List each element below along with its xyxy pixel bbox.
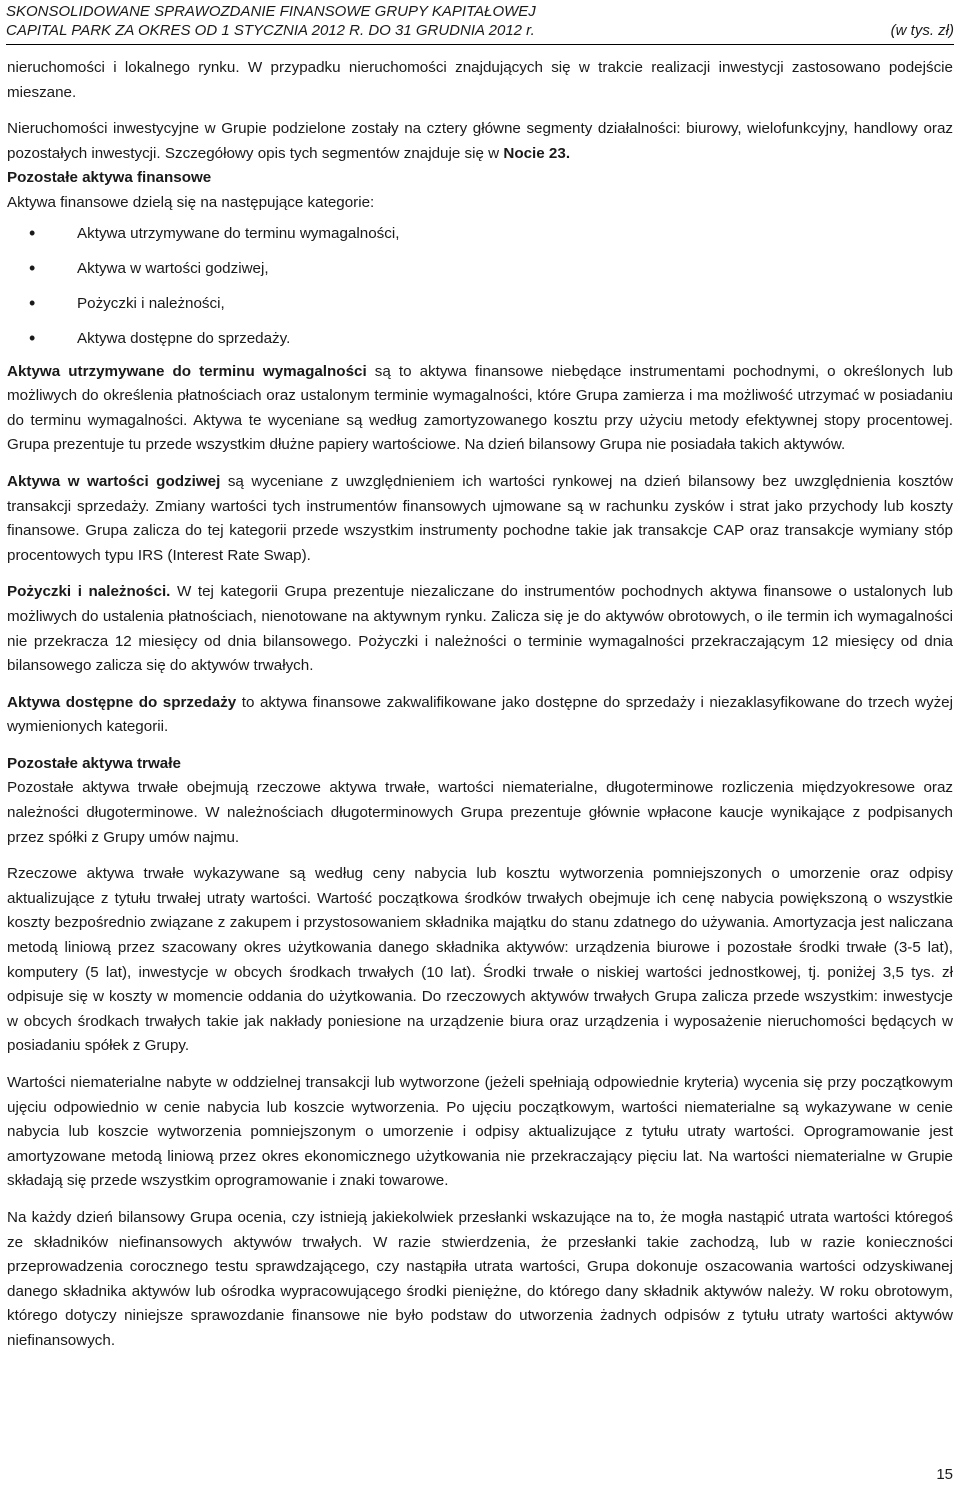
paragraph-text: W tej kategorii Grupa prezentuje niezaliczane do instrumentów pochodnych aktywa finansowe o ustalonych lub możliwych do ustalenia płatnościach, nienotowane na aktywnym rynku. Zalicza się je do aktywów obrotowych, o ile termin ich wymagalności nie przekracza 12 miesięcy od dnia bilansowego. Pożyczki i należności o terminie wymagalności przekraczającym 12 miesięcy od dnia bilansowego zalicza się do aktywów trwałych. — [7, 583, 953, 675]
header-unit: (w tys. zł) — [890, 22, 954, 39]
list-item: • Aktywa w wartości godziwej, — [7, 251, 953, 286]
term-bold: Aktywa dostępne do sprzedaży — [7, 693, 237, 711]
section-heading-financial-assets: Pozostałe aktywa finansowe — [7, 169, 212, 187]
document-body — [7, 56, 953, 1366]
paragraph-text: Nieruchomości inwestycyjne w Grupie podzielone zostały na cztery główne segmenty działalności: biurowy, wielofunkcyjny, handlowy oraz pozostałych inwestycji. Szczegółowy opis tych segmentów znajduje się w — [7, 120, 953, 162]
paragraph-continued: nieruchomości i lokalnego rynku. W przypadku nieruchomości znajdujących się w trakcie realizacji inwestycji zastosowano podejście mieszane. — [7, 59, 953, 101]
list-item: • Aktywa dostępne do sprzedaży. — [7, 321, 953, 356]
paragraph-fair-value — [7, 470, 953, 568]
paragraph-text: są to aktywa finansowe niebędące instrumentami pochodnymi, o określonych lub możliwych do określenia płatnościach oraz ustalonym terminie wymagalności, które Grupa zamierza i ma możliwość utrzymać w posiadaniu do terminu wymagalności. Aktywa te wyceniane są według zamortyzowanego kosztu przy użyciu metody efektywnej stopy procentowej. Grupa prezentuje tu przede wszystkim dłużne papiery wartościowe. Na dzień bilansowy Grupa nie posiadała takich aktywów. — [7, 362, 953, 454]
paragraph-tangible-assets: Rzeczowe aktywa trwałe wykazywane są według ceny nabycia lub kosztu wytworzenia pomniejszonych o umorzenie oraz odpisy aktualizujące z tytułu trwałej utraty wartości. Wartość początkowa środków trwałych obejmuje ich cenę nabycia powiększoną o wszystkie koszty bezpośrednio związane z zakupem i przystosowaniem składnika majątku do stanu zdatnego do używania. Amortyzacja jest naliczana metodą liniową przez szacowany okres użytkowania danego składnika aktywów: urządzenia biurowe i pozostałe środki trwałe (3-5 lat), komputery (5 lat), inwestycje w obcych środkach trwałych (10 lat). Środki trwałe o niskiej wartości jednostkowej, tj. poniżej 3,5 tys. zł odpisuje się w koszty w momencie oddania do użytkowania. Do rzeczowych aktywów trwałych Grupa zalicza przede wszystkim: inwestycje w obcych środkach trwałych takie jak nakłady poniesione na urządzenie biura oraz urządzenia i wyposażenie nieruchomości będących w posiadaniu spółek z Grupy. — [7, 865, 953, 1055]
term-bold: Aktywa w wartości godziwej — [7, 472, 221, 490]
term-bold: Aktywa utrzymywane do terminu wymagalności — [7, 362, 367, 380]
paragraph-impairment: Na każdy dzień bilansowy Grupa ocenia, czy istnieją jakiekolwiek przesłanki wskazujące na to, że mogła nastąpić utrata wartości któregoś ze składników niefinansowych aktywów trwałych. W razie stwierdzenia, że przesłanki takie zachodzą, lub w razie konieczności przeprowadzenia corocznego testu sprawdzającego, czy nastąpiła utrata wartości, Grupa dokonuje oszacowania wartości odzyskiwanej danego składnika aktywów lub ośrodka wypracowującego środki pieniężne, do którego dany składnik aktywów należy. W roku obrotowym, którego dotyczy niniejsze sprawozdanie finansowe nie było podstaw do utworzenia żadnych odpisów z tytułu utraty wartości aktywów niefinansowych. — [7, 1208, 953, 1349]
paragraph-loans-receivables — [7, 580, 953, 678]
paragraph-other-fixed-assets: Pozostałe aktywa trwałe obejmują rzeczowe aktywa trwałe, wartości niematerialne, długoterminowe rozliczenia międzyokresowe oraz należności długoterminowe. W należnościach długoterminowych Grupa prezentuje głównie wpłacone kaucje wynikające z podpisanych przez spółki z Grupy umów najmu. — [7, 779, 953, 846]
paragraph-intangible-assets: Wartości niematerialne nabyte w oddzielnej transakcji lub wytworzone (jeżeli spełniają odpowiednie kryteria) wycenia się przy początkowym ujęciu odpowiednio w cenie nabycia lub koszcie wytworzenia. Po ujęciu początkowym, wartości niematerialne są wykazywane w cenie nabycia lub koszcie wytworzenia pomniejszonym o umorzenie i odpisy aktualizujące z tytułu utraty wartości. Oprogramowanie jest amortyzowane metodą liniową przez okres ekonomicznego użytkowania nie przekraczający pięciu lat. Na wartości niematerialne w Grupie składają się przede wszystkim oprogramowanie i znaki towarowe. — [7, 1074, 953, 1190]
paragraph-segments — [7, 117, 953, 166]
header-title-line1: SKONSOLIDOWANE SPRAWOZDANIE FINANSOWE GRUPY KAPITAŁOWEJ — [6, 3, 536, 20]
page-number: 15 — [936, 1466, 953, 1483]
section-heading-other-fixed-assets: Pozostałe aktywa trwałe — [7, 754, 181, 772]
category-list — [7, 216, 953, 356]
paragraph-text: są wyceniane z uwzględnieniem ich wartości rynkowej na dzień bilansowy bez uwzględnienia kosztów transakcji sprzedaży. Zmiany wartości tych instrumentów finansowych ujmowane są w rachunku zysków i strat jako przychody lub koszty finansowe. Grupa zalicza do tej kategorii przede wszystkim instrumenty pochodne takie jak transakcje CAP oraz transakcje wymiany stóp procentowych typu IRS (Interest Rate Swap). — [7, 472, 953, 564]
header-title-line2: CAPITAL PARK ZA OKRES OD 1 STYCZNIA 2012 R. DO 31 GRUDNIA 2012 r. — [6, 22, 535, 39]
list-item: • Aktywa utrzymywane do terminu wymagalności, — [7, 216, 953, 251]
term-bold: Pożyczki i należności. — [7, 583, 171, 601]
page-header — [6, 2, 954, 45]
paragraph-available-for-sale — [7, 691, 953, 740]
paragraph-text: to aktywa finansowe zakwalifikowane jako dostępne do sprzedaży i niezaklasyfikowane do trzech wyżej wymienionych kategorii. — [7, 693, 953, 736]
paragraph-intro: Aktywa finansowe dzielą się na następujące kategorie: — [7, 193, 375, 211]
note-reference: Nocie 23. — [503, 144, 571, 162]
paragraph-held-to-maturity — [7, 360, 953, 458]
list-item: • Pożyczki i należności, — [7, 286, 953, 321]
